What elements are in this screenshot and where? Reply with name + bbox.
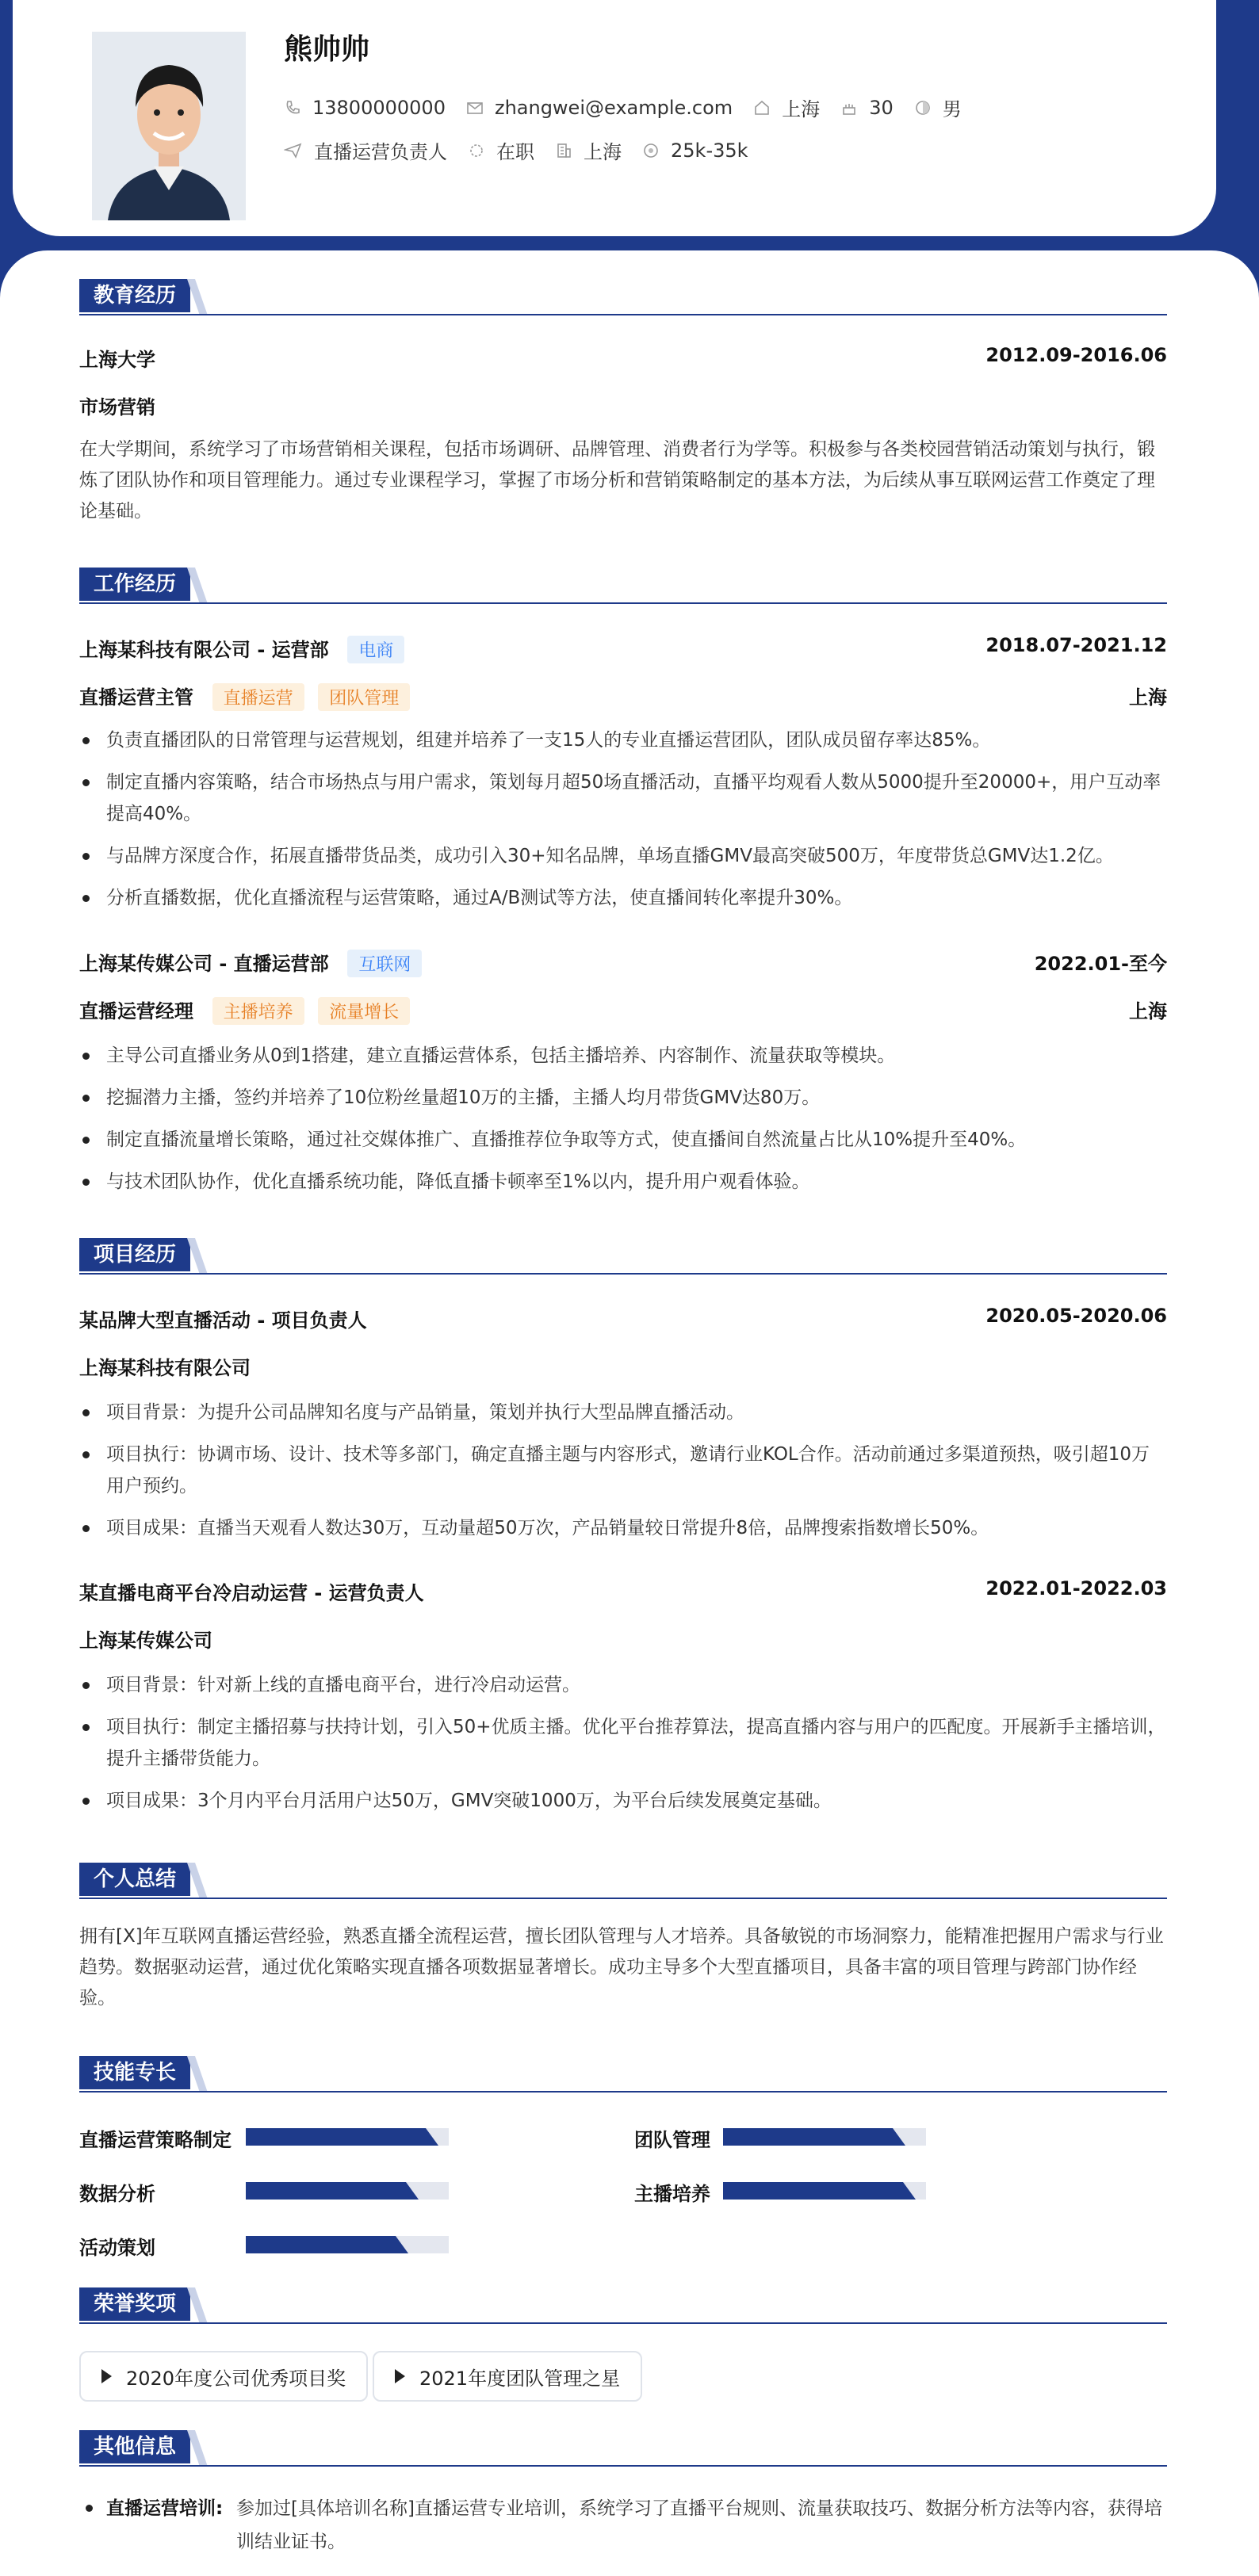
- play-icon: [101, 2369, 112, 2383]
- list-item: 制定直播内容策略，结合市场热点与用户需求，策划每月超50场直播活动，直播平均观看人数从5000提升至20000+，用户互动率提高40%。: [79, 766, 1167, 830]
- section-label: 个人总结: [79, 1863, 190, 1896]
- phone-icon: [284, 99, 301, 117]
- job-status: 在职: [496, 141, 534, 163]
- industry-chip: 互联网: [347, 950, 422, 977]
- skill-name: 数据分析: [79, 2183, 155, 2205]
- project-company: 上海某科技有限公司: [79, 1357, 251, 1379]
- status-item: [468, 136, 534, 164]
- list-item: 项目执行：制定主播招募与扶持计划，引入50+优质主播。优化平台推荐算法，提高直播内容与用户的匹配度。开展新手主播培训，提升主播带货能力。: [79, 1711, 1167, 1775]
- award-item: [79, 2351, 368, 2402]
- avatar: [92, 32, 246, 220]
- education-description: 在大学期间，系统学习了市场营销相关课程，包括市场调研、品牌管理、消费者行为学等。积极参与各类校园营销活动策划与执行，锻炼了团队协作和项目管理能力。通过专业课程学习，掌握了市场分析和营销策略制定的基本方法，为后续从事互联网运营工作奠定了理论基础。: [79, 439, 1155, 522]
- age: 30: [869, 96, 894, 119]
- section-title-education: [79, 279, 1167, 317]
- list-item: 分析直播数据，优化直播流程与运营策略，通过A/B测试等方法，使直播间转化率提升30%。: [79, 882, 1167, 914]
- list-item: 项目成果：直播当天观看人数达30万，互动量超50万次，产品销量较日常提升8倍，品牌搜索指数增长50%。: [79, 1512, 1167, 1544]
- school-name: 上海大学: [79, 349, 155, 371]
- tag-chip: 团队管理: [318, 683, 410, 711]
- coin-icon: [642, 142, 660, 159]
- building-icon: [555, 142, 572, 159]
- skill-fill-svg: [723, 2182, 926, 2200]
- project-header-1: [79, 1305, 1167, 1332]
- list-item: 项目背景：为提升公司品牌知名度与产品销量，策划并执行大型品牌直播活动。: [79, 1397, 1167, 1428]
- skill-fill-svg: [246, 2236, 449, 2253]
- email: zhangwei@example.com: [494, 96, 733, 119]
- company-name: 上海某科技有限公司 - 运营部: [79, 639, 329, 661]
- section-divider: [79, 1898, 1167, 1899]
- status-icon: [468, 142, 485, 159]
- gender-icon: [914, 99, 932, 117]
- skill-fill: [246, 2128, 438, 2146]
- section-title-summary: [79, 1863, 1167, 1901]
- work-period: 2022.01-至今: [1034, 953, 1167, 975]
- cake-icon: [840, 99, 858, 117]
- section-title-skills: [79, 2056, 1167, 2094]
- list-item: 项目成果：3个月内平台月活用户达50万，GMV突破1000万，为平台后续发展奠定基础。: [79, 1785, 1167, 1817]
- list-item: 主导公司直播业务从0到1搭建，建立直播运营体系，包括主播培养、内容制作、流量获取等模块。: [79, 1040, 1167, 1072]
- skill-bar: [246, 2236, 449, 2253]
- list-item: 项目执行：协调市场、设计、技术等多部门，确定直播主题与内容形式，邀请行业KOL合作。活动前通过多渠道预热，吸引超10万用户预约。: [79, 1439, 1167, 1502]
- candidate-name: 熊帅帅: [284, 33, 370, 66]
- title-decoration: [187, 2430, 214, 2467]
- section-title-other: [79, 2430, 1167, 2468]
- award-item: [373, 2351, 642, 2402]
- email-item: [466, 97, 733, 119]
- section-divider: [79, 314, 1167, 315]
- section-label: 其他信息: [79, 2430, 190, 2463]
- list-item: 负责直播团队的日常管理与运营规划，组建并培养了一支15人的专业直播运营团队，团队成员留存率达85%。: [79, 724, 1167, 756]
- project-period: 2020.05-2020.06: [985, 1305, 1167, 1327]
- skill-name: 主播培养: [634, 2183, 710, 2205]
- skill-fill-svg: [246, 2182, 449, 2200]
- position-item: [284, 136, 447, 164]
- tag-chip: 流量增长: [318, 997, 410, 1025]
- home-icon: [753, 99, 771, 117]
- section-divider: [79, 1273, 1167, 1275]
- section-divider: [79, 602, 1167, 604]
- section-title-honors: [79, 2287, 1167, 2326]
- project-bullets-1: [79, 1397, 1167, 1554]
- section-label: 教育经历: [79, 279, 190, 312]
- tag-chip: 直播运营: [212, 683, 304, 711]
- skill-bar: [723, 2182, 926, 2200]
- skill-fill-svg: [246, 2128, 449, 2146]
- company-name: 上海某传媒公司 - 直播运营部: [79, 953, 329, 975]
- other-label: 直播运营培训:: [106, 2498, 224, 2519]
- education-period: 2012.09-2016.06: [985, 344, 1167, 366]
- work-bullets-1: [79, 724, 1167, 924]
- industry-chip: 电商: [347, 636, 404, 663]
- send-icon: [284, 142, 303, 159]
- title-decoration: [187, 1863, 214, 1899]
- other-info: [79, 2492, 1167, 2559]
- list-item: 制定直播流量增长策略，通过社交媒体推广、直播推荐位争取等方式，使直播间自然流量占比从10%提升至40%。: [79, 1124, 1167, 1156]
- work-city: 上海: [1129, 686, 1167, 709]
- section-title-projects: [79, 1238, 1167, 1276]
- section-label: 技能专长: [79, 2056, 190, 2089]
- skill-bar: [723, 2128, 926, 2146]
- work-role-1: [79, 682, 1167, 711]
- major: 市场营销: [79, 396, 155, 419]
- job-intent-row: [284, 136, 769, 164]
- location: 上海: [782, 98, 821, 120]
- work-bullets-2: [79, 1040, 1167, 1208]
- skill-bar: [246, 2128, 449, 2146]
- target-city: 上海: [584, 141, 622, 163]
- work-city: 上海: [1129, 1000, 1167, 1022]
- project-header-2: [79, 1577, 1167, 1605]
- education-header: [79, 344, 1167, 372]
- bullet-dot: [86, 2505, 93, 2512]
- section-label: 荣誉奖项: [79, 2287, 190, 2321]
- gender-item: [914, 94, 962, 121]
- skill-name: 直播运营策略制定: [79, 2129, 232, 2151]
- salary-item: [642, 140, 748, 162]
- summary-text: 拥有[X]年互联网直播运营经验，熟悉直播全流程运营，擅长团队管理与人才培养。具备敏锐的市场洞察力，能精准把握用户需求与行业趋势。数据驱动运营，通过优化策略实现直播各项数据显著增长。成功主导多个大型直播项目，具备丰富的项目管理与跨部门协作经验。: [79, 1926, 1164, 2008]
- skill-fill: [246, 2182, 419, 2200]
- title-decoration: [187, 1238, 214, 1275]
- skill-name: 活动策划: [79, 2237, 155, 2259]
- award-label: 2020年度公司优秀项目奖: [126, 2367, 346, 2390]
- other-text: 参加过[具体培训名称]直播运营专业培训，系统学习了直播平台规则、流量获取技巧、数据分析方法等内容，获得培训结业证书。: [236, 2498, 1162, 2552]
- phone-number: 13800000000: [312, 96, 446, 119]
- skill-fill: [723, 2128, 905, 2146]
- title-decoration: [187, 279, 214, 315]
- work-period: 2018.07-2021.12: [985, 634, 1167, 656]
- list-item: 与品牌方深度合作，拓展直播带货品类，成功引入30+知名品牌，单场直播GMV最高突破500万，年度带货总GMV达1.2亿。: [79, 840, 1167, 872]
- project-name: 某品牌大型直播活动 - 项目负责人: [79, 1309, 367, 1332]
- target-position: 直播运营负责人: [314, 141, 447, 163]
- section-title-work: [79, 568, 1167, 606]
- skill-bar: [246, 2182, 449, 2200]
- work-header-2: [79, 948, 1167, 977]
- tag-chip: 主播培养: [212, 997, 304, 1025]
- skill-name: 团队管理: [634, 2129, 710, 2151]
- play-icon: [395, 2369, 405, 2383]
- award-label: 2021年度团队管理之星: [419, 2367, 621, 2390]
- title-decoration: [187, 2287, 214, 2324]
- target-city-item: [555, 136, 622, 164]
- project-company: 上海某传媒公司: [79, 1630, 212, 1652]
- skill-fill: [723, 2182, 916, 2200]
- age-item: [840, 97, 894, 119]
- gender: 男: [942, 98, 962, 120]
- job-title: 直播运营主管: [79, 686, 193, 709]
- salary: 25k-35k: [671, 139, 748, 162]
- contact-row: [284, 94, 982, 121]
- profile-header: [13, 0, 1216, 236]
- mail-icon: [466, 99, 484, 117]
- location-item: [753, 94, 820, 121]
- skill-fill: [246, 2236, 408, 2253]
- title-decoration: [187, 568, 214, 604]
- skill-fill-svg: [723, 2128, 926, 2146]
- list-item: 与技术团队协作，优化直播系统功能，降低直播卡顿率至1%以内，提升用户观看体验。: [79, 1166, 1167, 1198]
- section-label: 工作经历: [79, 568, 190, 601]
- section-divider: [79, 2091, 1167, 2093]
- project-bullets-2: [79, 1669, 1167, 1827]
- list-item: 挖掘潜力主播，签约并培养了10位粉丝量超10万的主播，主播人均月带货GMV达80万。: [79, 1082, 1167, 1114]
- section-divider: [79, 2322, 1167, 2324]
- project-period: 2022.01-2022.03: [985, 1577, 1167, 1599]
- work-role-2: [79, 996, 1167, 1025]
- work-header-1: [79, 634, 1167, 663]
- section-divider: [79, 2465, 1167, 2467]
- title-decoration: [187, 2056, 214, 2093]
- phone-item: [284, 97, 446, 119]
- section-label: 项目经历: [79, 1238, 190, 1271]
- job-title: 直播运营经理: [79, 1000, 193, 1022]
- project-name: 某直播电商平台冷启动运营 - 运营负责人: [79, 1582, 424, 1604]
- list-item: 项目背景：针对新上线的直播电商平台，进行冷启动运营。: [79, 1669, 1167, 1701]
